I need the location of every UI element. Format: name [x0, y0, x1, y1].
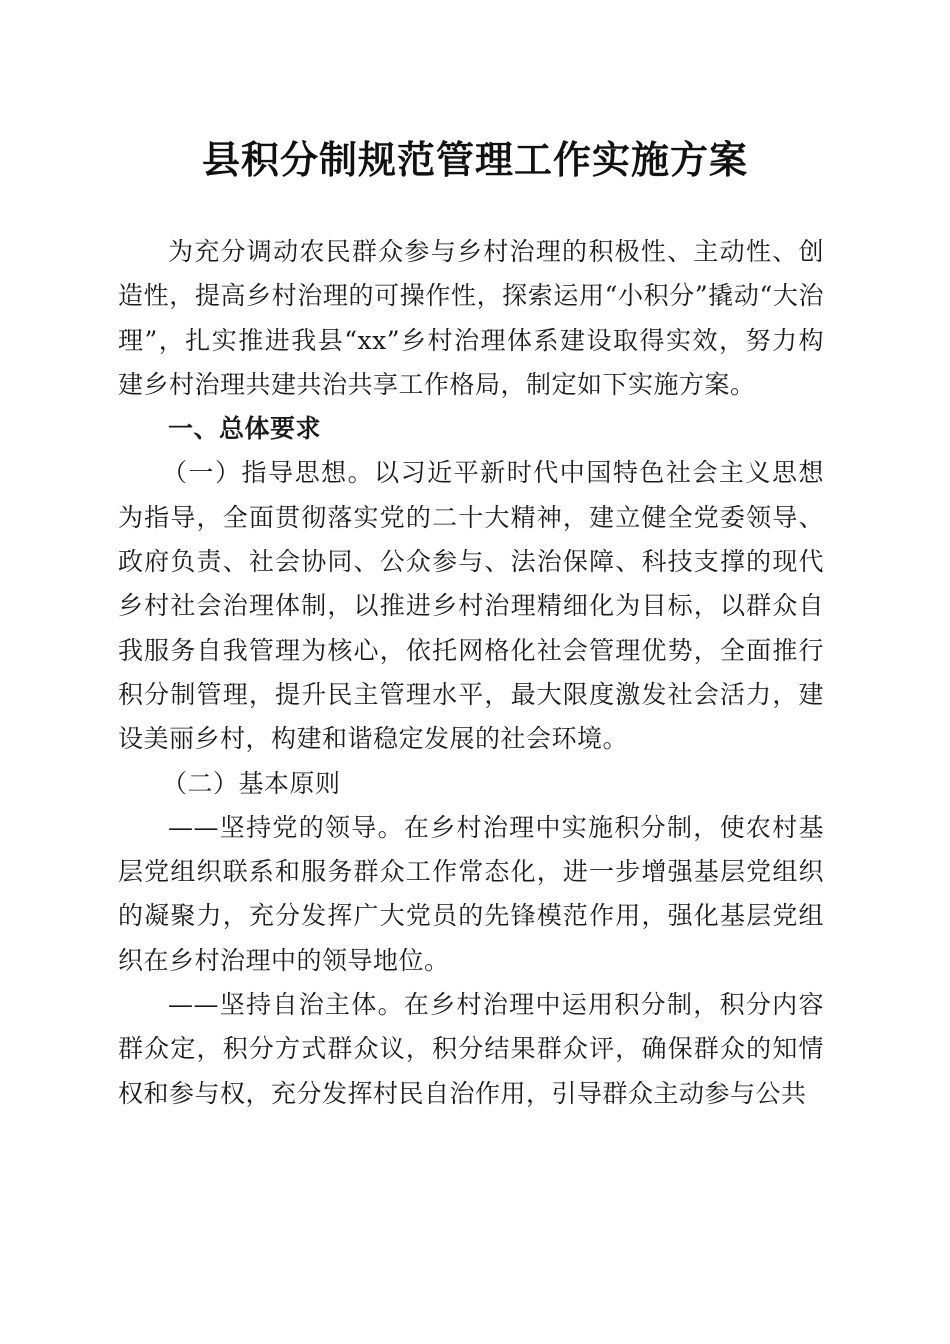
document-title: 县积分制规范管理工作实施方案: [201, 138, 748, 182]
guiding-thought-paragraph: （一）指导思想。以习近平新时代中国特色社会主义思想为指导，全面贯彻落实党的二十大精神，建立健全党委领导、政府负责、社会协同、公众参与、法治保障、科技支撑的现代乡村社会治理体制，以推进乡村治理精细化为目标，以群众自我服务自我管理为核心，依托网格化社会管理优势，全面推行积分制管理，提升民主管理水平，最大限度激发社会活力，建设美丽乡村，构建和谐稳定发展的社会环境。: [118, 458, 824, 754]
section-heading-general-requirements: 一、总体要求: [168, 414, 322, 444]
intro-paragraph: 为充分调动农民群众参与乡村治理的积极性、主动性、创造性，提高乡村治理的可操作性，探索运用“小积分”撬动“大治理”，扎实推进我县“xx”乡村治理体系建设取得实效，努力构建乡村治理共建共治共享工作格局，制定如下实施方案。: [118, 237, 824, 399]
document-body: [118, 230, 824, 1116]
basic-principles-heading: （二）基本原则: [162, 768, 341, 798]
principle-self-governance: ——坚持自治主体。在乡村治理中运用积分制，积分内容群众定，积分方式群众议，积分结果群众评，确保群众的知情权和参与权，充分发挥村民自治作用，引导群众主动参与公共: [118, 990, 824, 1108]
principle-party-leadership: ——坚持党的领导。在乡村治理中实施积分制，使农村基层党组织联系和服务群众工作常态化，进一步增强基层党组织的凝聚力，充分发挥广大党员的先锋模范作用，强化基层党组织在乡村治理中的领导地位。: [118, 812, 824, 975]
